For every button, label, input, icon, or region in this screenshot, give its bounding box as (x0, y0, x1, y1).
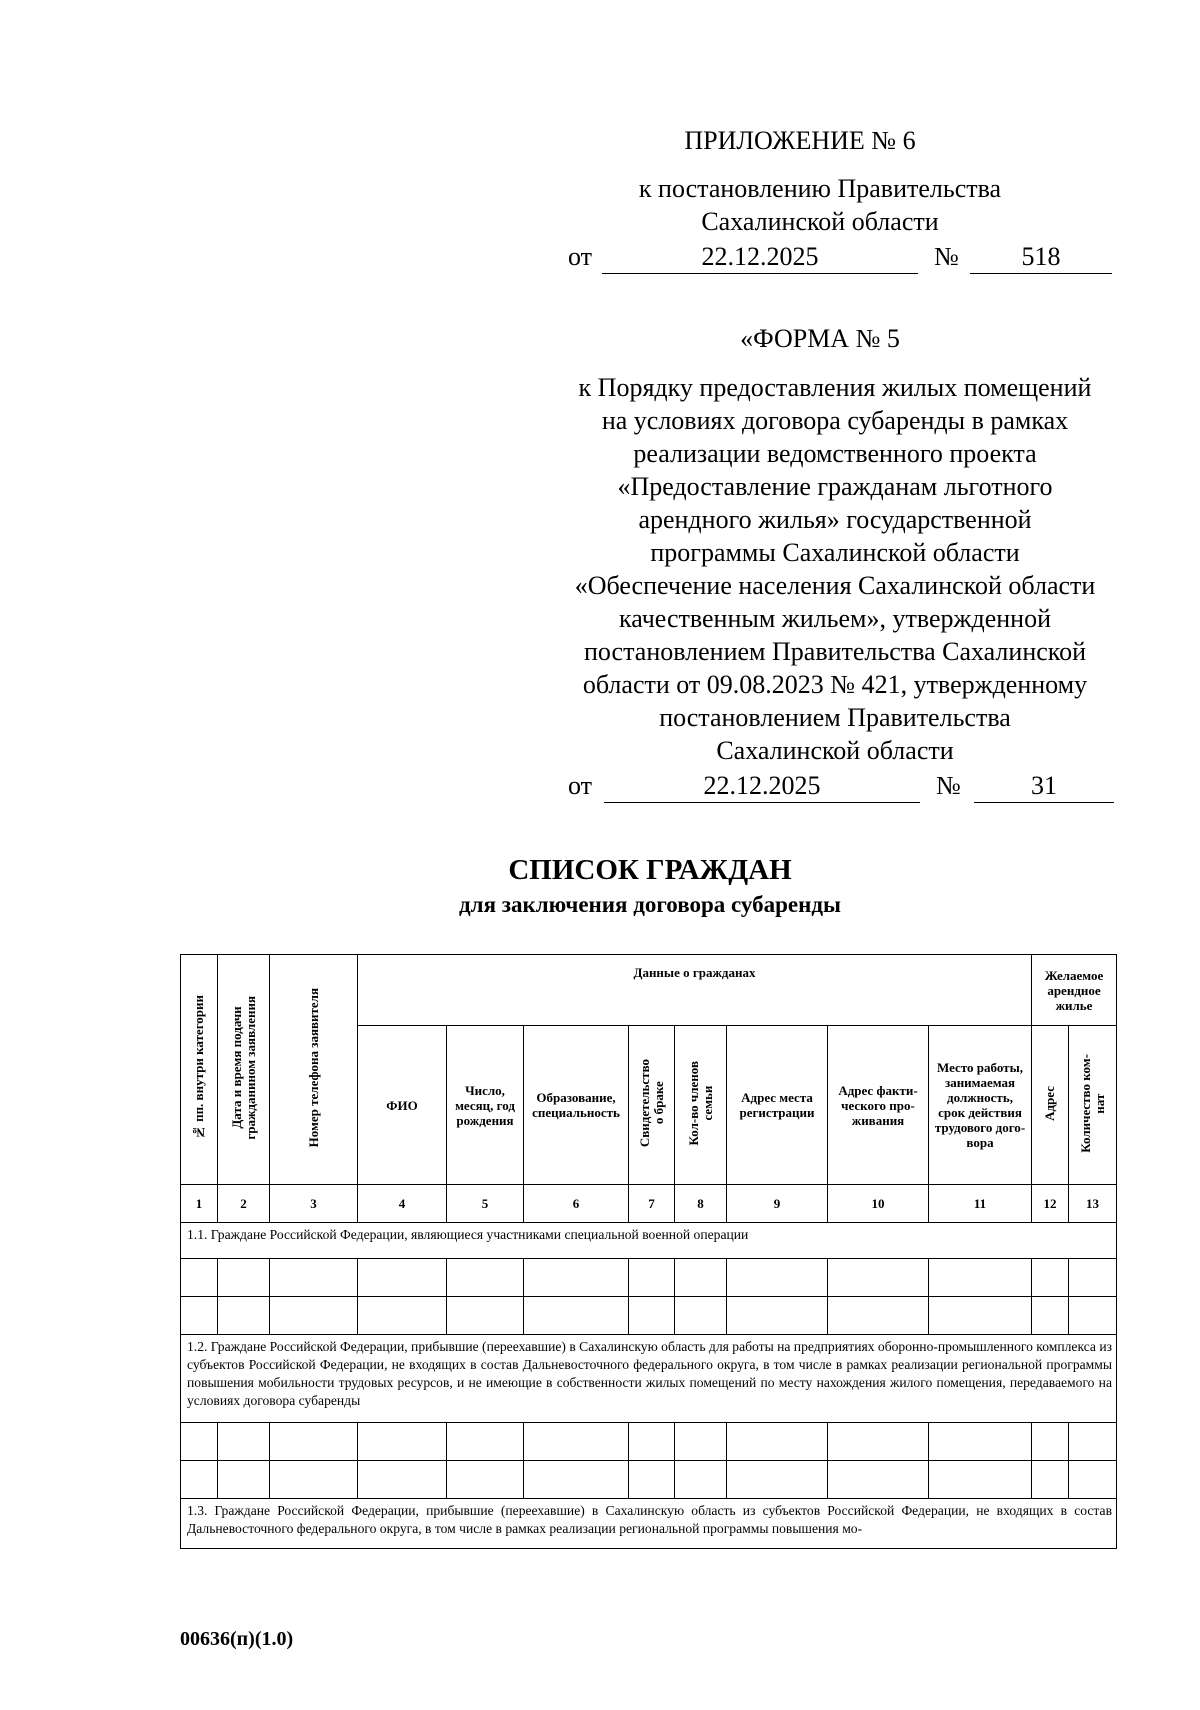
group-header-housing: Желаемое арендное жилье (1032, 955, 1117, 1026)
column-number: 6 (524, 1185, 629, 1223)
column-numbers-row (181, 1185, 1117, 1223)
section-1-2: 1.2. Граждане Российской Федерации, прибывшие (переехавшие) в Сахалинскую область для работы на предприятиях оборонно-промышленного комплекса из субъектов Российской Федерации, не входящих в состав Дальневосточного федерального округа, в том числе в рамках реализации региональной программы повышения мобильности трудовых ресурсов, и не имеющие в собственности жилых помещений по месту нахождения жилого помещения, передаваемого на условиях договора субаренды (181, 1335, 1117, 1423)
section-row (181, 1499, 1117, 1549)
appendix-from-label: от (568, 242, 593, 271)
citizens-table (180, 954, 1117, 1549)
form-text-line: «Предоставление гражданам льготного (617, 472, 1053, 501)
group-header-citizens: Данные о гражданах (358, 955, 1032, 1026)
col-header-10: Адрес фактического проживания (828, 1026, 929, 1185)
section-1-3: 1.3. Граждане Российской Федерации, прибывшие (переехавшие) в Сахалинскую область из субъектов Российской Федерации, не входящих в состав Дальневосточного федерального округа, в том числе в рамках реализации региональной программы повышения мо- (181, 1499, 1117, 1549)
col-header-13: Количество ком- нат (1069, 1026, 1117, 1185)
column-number: 1 (181, 1185, 218, 1223)
column-number: 7 (629, 1185, 675, 1223)
header-row-1 (181, 955, 1117, 1026)
form-text-block (540, 371, 1130, 767)
col-header-11: Место работы, занимаемая должность, срок действия трудового договора (929, 1026, 1032, 1185)
column-number: 4 (358, 1185, 447, 1223)
form-text-line: к Порядку предоставления жилых помещений (578, 373, 1092, 402)
form-text-line: области от 09.08.2023 № 421, утвержденному (582, 670, 1088, 699)
col-header-9: Адрес места регистрации (727, 1026, 828, 1185)
form-text-line: программы Сахалинской области (650, 538, 1020, 567)
col-header-5: Число, месяц, год рождения (447, 1026, 524, 1185)
list-title: СПИСОК ГРАЖДАН (508, 854, 792, 886)
section-row (181, 1335, 1117, 1423)
empty-row (181, 1297, 1117, 1335)
empty-row (181, 1259, 1117, 1297)
list-subtitle: для заключения договора субаренды (459, 892, 841, 917)
column-number: 2 (218, 1185, 270, 1223)
section-row (181, 1223, 1117, 1259)
column-number: 5 (447, 1185, 524, 1223)
appendix-title: ПРИЛОЖЕНИЕ № 6 (684, 126, 916, 155)
form-date: 22.12.2025 (604, 769, 920, 803)
form-from-label: от (568, 771, 593, 800)
column-number: 13 (1069, 1185, 1117, 1223)
form-text-line: арендного жилья» государственной (638, 505, 1032, 534)
footer-doc-code: 00636(п)(1.0) (180, 1628, 294, 1650)
form-text-line: «Обеспечение населения Сахалинской области (574, 571, 1096, 600)
col-header-6: Образование, специальность (524, 1026, 629, 1185)
col-header-2: Дата и время подачи гражданином заявления (218, 955, 270, 1185)
form-title: «ФОРМА № 5 (740, 324, 900, 353)
appendix-number-label: № (934, 242, 959, 271)
col-header-1: № пп. внутри категории (181, 955, 218, 1185)
appendix-line: Сахалинской области (701, 207, 939, 236)
form-text-line: на условиях договора субаренды в рамках (601, 406, 1069, 435)
column-number: 10 (828, 1185, 929, 1223)
form-text-line: постановлением Правительства Сахалинской (584, 637, 1086, 666)
column-number: 12 (1032, 1185, 1069, 1223)
empty-row (181, 1461, 1117, 1499)
form-text-line: постановлением Правительства (659, 703, 1011, 732)
column-number: 9 (727, 1185, 828, 1223)
appendix-line: к постановлению Правительства (638, 174, 1002, 203)
appendix-number: 518 (970, 240, 1112, 274)
col-header-7: Свидетельство о браке (629, 1026, 675, 1185)
form-text-line: качественным жильем», утвержденной (618, 604, 1052, 633)
section-1-1: 1.1. Граждане Российской Федерации, являющиеся участниками специальной военной операции (181, 1223, 1117, 1259)
empty-row (181, 1423, 1117, 1461)
appendix-date: 22.12.2025 (602, 240, 918, 274)
form-number-label: № (936, 771, 961, 800)
col-header-4: ФИО (358, 1026, 447, 1185)
col-header-8: Кол-во членов семьи (675, 1026, 727, 1185)
column-number: 3 (270, 1185, 358, 1223)
col-header-12: Адрес (1032, 1026, 1069, 1185)
form-text-line: реализации ведомственного проекта (633, 439, 1037, 468)
form-number: 31 (974, 769, 1114, 803)
column-number: 8 (675, 1185, 727, 1223)
form-text-line: Сахалинской области (716, 736, 954, 765)
col-header-3: Номер телефона заявителя (270, 955, 358, 1185)
column-number: 11 (929, 1185, 1032, 1223)
